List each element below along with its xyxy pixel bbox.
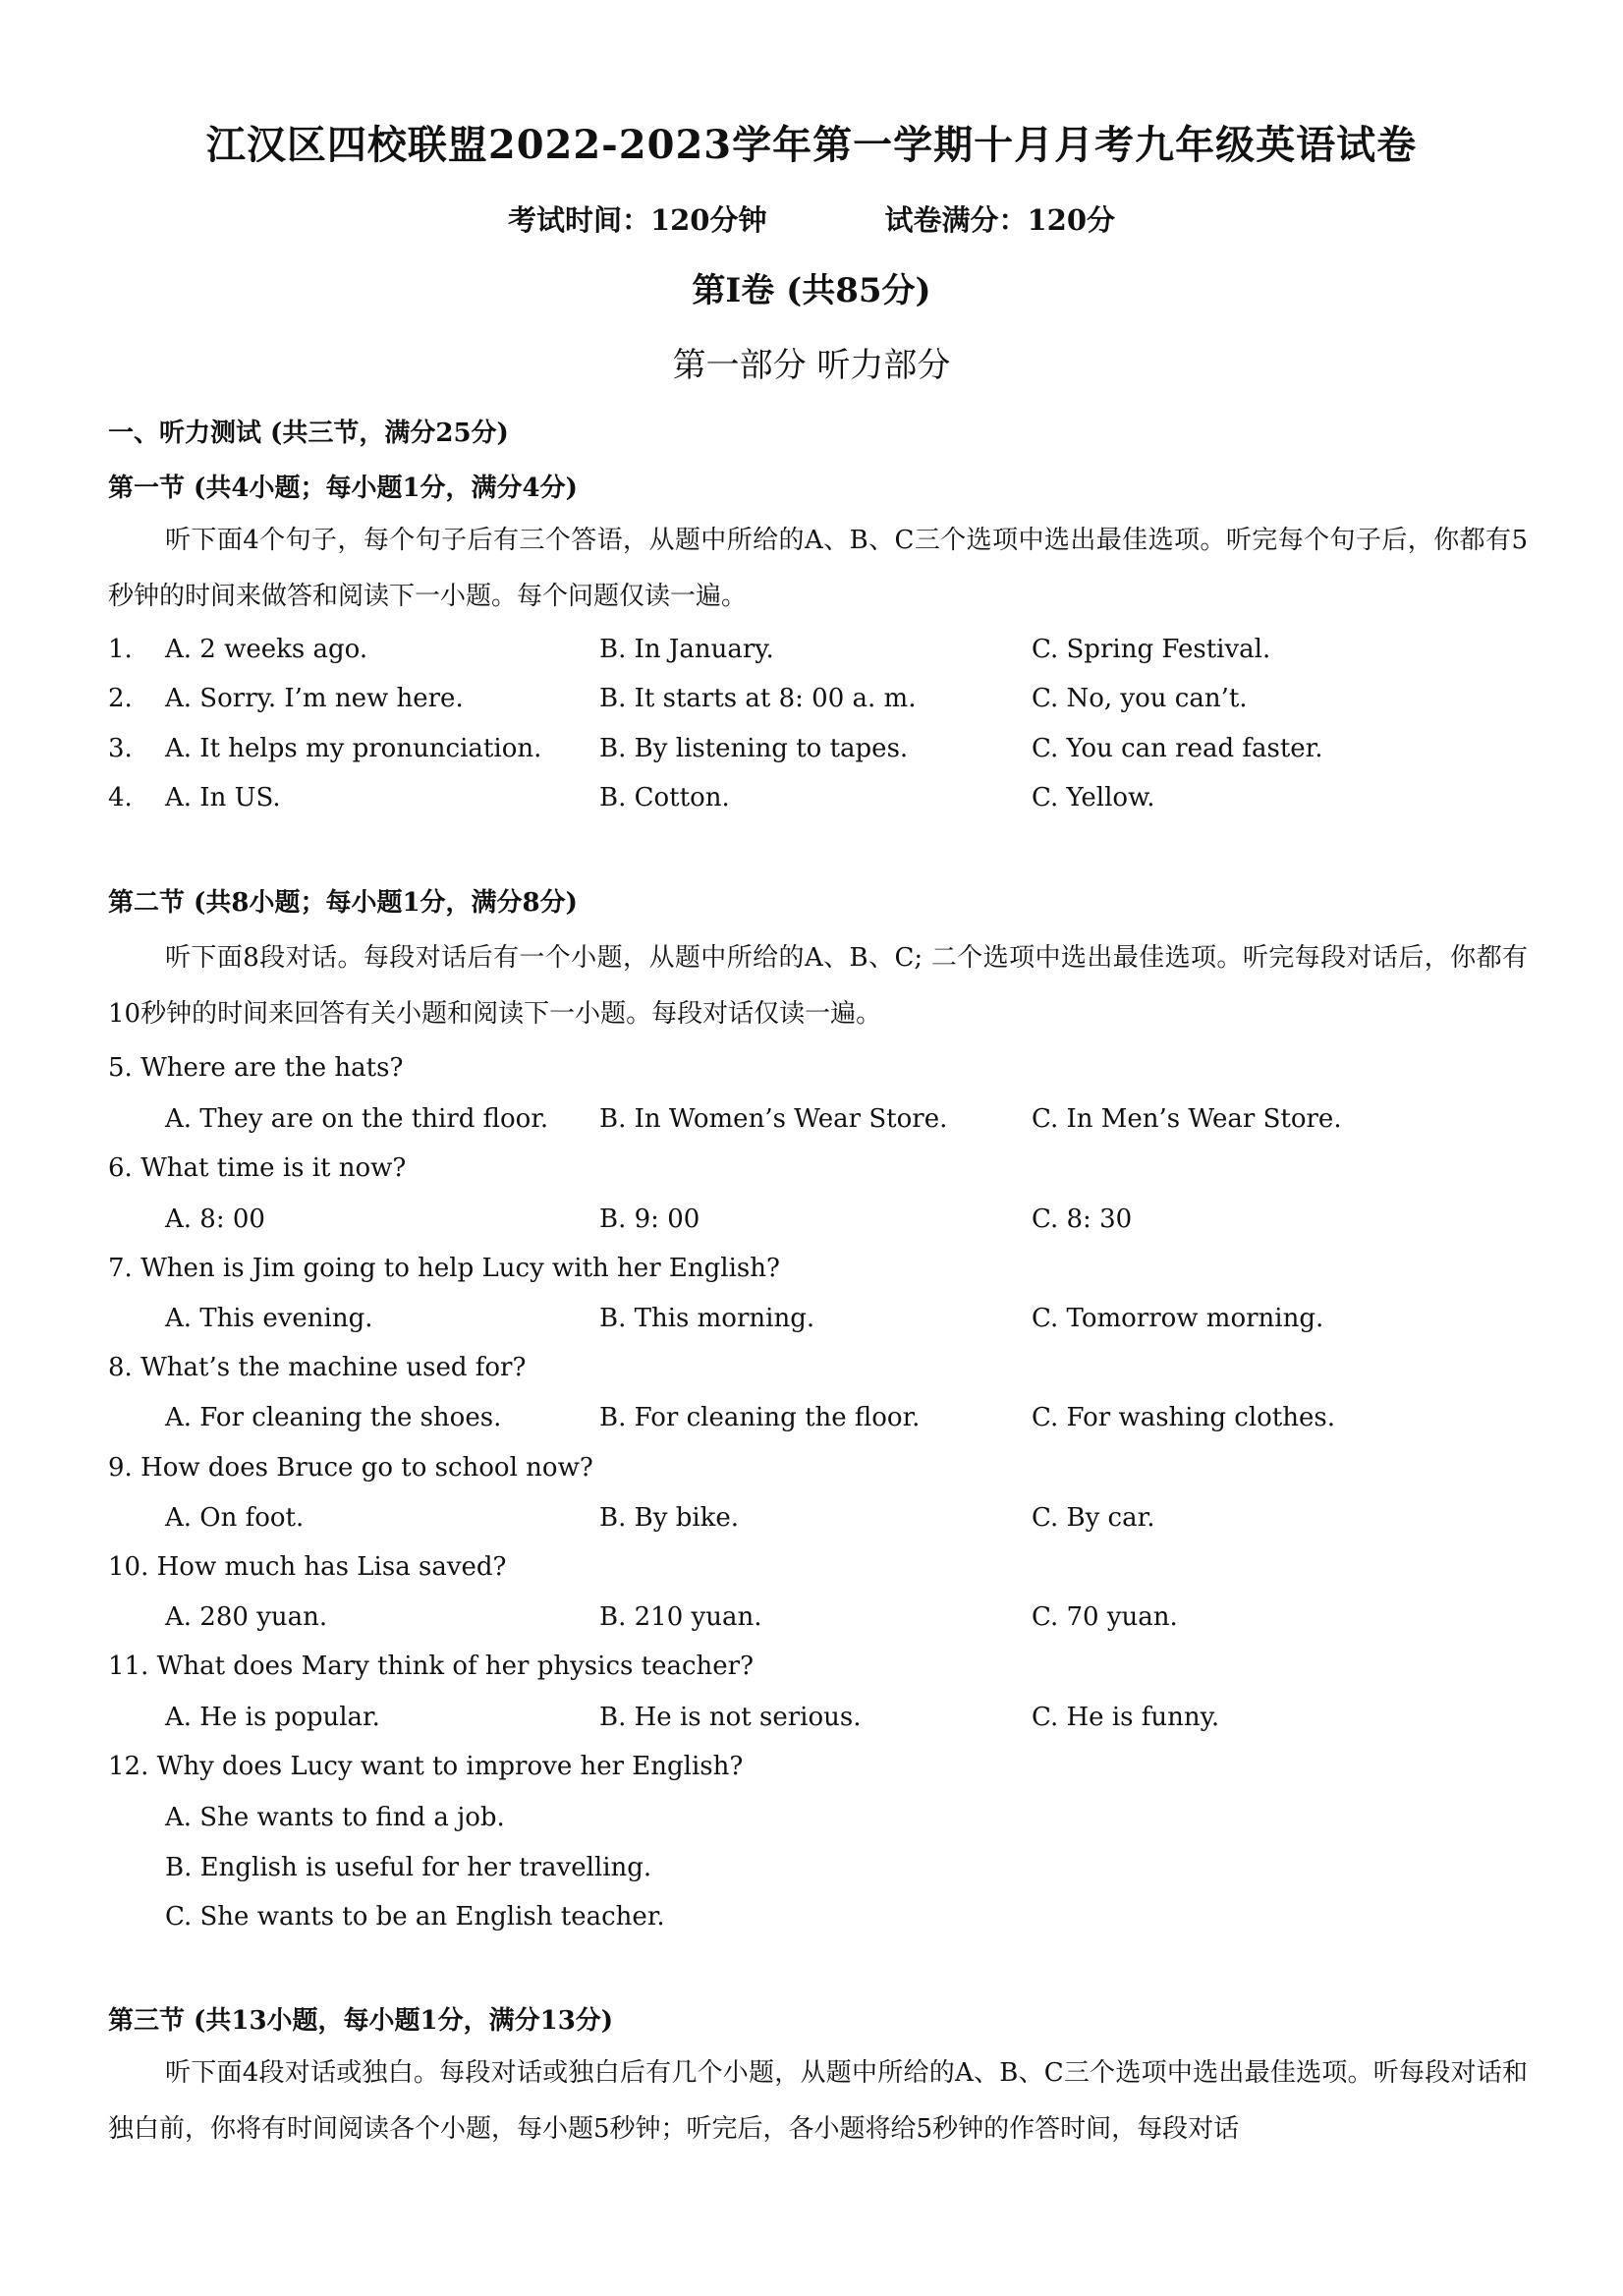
option-b: B. By listening to tapes.: [599, 734, 909, 763]
question: 9. How does Bruce go to school now?: [108, 1453, 593, 1483]
option-a: A. For cleaning the shoes.: [165, 1403, 502, 1432]
option-b: B. Cotton.: [599, 783, 730, 812]
option-b: B. By bike.: [599, 1503, 740, 1533]
option-b: B. 9: 00: [599, 1204, 700, 1234]
exam-time: 考试时间：120分钟: [507, 203, 767, 237]
list-item: [108, 684, 1528, 723]
section2-heading: 第二节 (共8小题；每小题1分，满分8分): [108, 888, 578, 918]
option-c: C. She wants to be an English teacher.: [165, 1902, 665, 1932]
listening-heading: 一、听力测试 (共三节，满分25分): [108, 419, 509, 448]
options-row: [108, 1503, 1528, 1542]
option-b: B. English is useful for her travelling.: [165, 1853, 652, 1882]
option-c: C. 70 yuan.: [1032, 1602, 1178, 1632]
option-a: A. He is popular.: [165, 1703, 380, 1732]
section3-instruction: 听下面4段对话或独白。每段对话或独白后有几个小题，从题中所给的A、B、C三个选项中选出最佳选项。听每段对话和独白前，你将有时间阅读各个小题，每小题5秒钟；听完后，各小题将给5秒钟的作答时间，每段对话: [108, 2058, 1528, 2144]
option-a: A. This evening.: [165, 1304, 373, 1333]
option-b: B. It starts at 8: 00 a. m.: [599, 684, 917, 713]
item-number: 4.: [108, 783, 133, 812]
option-b: B. In Women’s Wear Store.: [599, 1104, 948, 1134]
option-b: B. This morning.: [599, 1304, 815, 1333]
options-row: [108, 1403, 1528, 1442]
option-a: A. Sorry. I’m new here.: [165, 684, 464, 713]
question: 6. What time is it now?: [108, 1153, 407, 1183]
option-a: A. On foot.: [165, 1503, 305, 1533]
item-number: 2.: [108, 684, 133, 713]
options-row: [108, 1104, 1528, 1144]
question: 10. How much has Lisa saved?: [108, 1552, 507, 1582]
options-row: [108, 1703, 1528, 1742]
option-c: C. 8: 30: [1032, 1204, 1133, 1234]
question: 12. Why does Lucy want to improve her English?: [108, 1752, 744, 1781]
question: 7. When is Jim going to help Lucy with her English?: [108, 1254, 780, 1283]
option-c: C. Tomorrow morning.: [1032, 1304, 1324, 1333]
volume-heading: 第I卷 (共85分): [692, 271, 931, 310]
exam-info: [0, 198, 1623, 239]
option-a: A. She wants to find a job.: [165, 1803, 505, 1832]
exam-title: 江汉区四校联盟2022-2023学年第一学期十月月考九年级英语试卷: [205, 122, 1418, 168]
option-b: B. 210 yuan.: [599, 1602, 762, 1632]
section3-heading: 第三节 (共13小题，每小题1分，满分13分): [108, 2006, 614, 2036]
option-a: A. 280 yuan.: [165, 1602, 328, 1632]
option-c: C. No, you can’t.: [1032, 684, 1248, 713]
option-b: B. He is not serious.: [599, 1703, 862, 1732]
option-c: C. Spring Festival.: [1032, 635, 1271, 664]
option-c: C. Yellow.: [1032, 783, 1155, 812]
option-a: A. 8: 00: [165, 1204, 265, 1234]
part-heading: 第一部分 听力部分: [672, 346, 951, 385]
options-row: [108, 1204, 1528, 1244]
question: 8. What’s the machine used for?: [108, 1353, 527, 1382]
list-item: [108, 783, 1528, 822]
section2-instruction: 听下面8段对话。每段对话后有一个小题，从题中所给的A、B、C; 二个选项中选出最佳选项。听完每段对话后，你都有10秒钟的时间来回答有关小题和阅读下一小题。每段对话仅读一遍。: [108, 943, 1528, 1029]
item-number: 1.: [108, 635, 133, 664]
option-a: A. 2 weeks ago.: [165, 635, 368, 664]
option-a: A. They are on the third floor.: [165, 1104, 549, 1134]
section1-instruction: 听下面4个句子，每个句子后有三个答语，从题中所给的A、B、C三个选项中选出最佳选项。听完每个句子后，你都有5秒钟的时间来做答和阅读下一小题。每个问题仅读一遍。: [108, 526, 1528, 611]
option-c: C. By car.: [1032, 1503, 1155, 1533]
option-c: C. For washing clothes.: [1032, 1403, 1335, 1432]
full-score: 试卷满分：120分: [884, 203, 1116, 237]
options-row: [108, 1304, 1528, 1343]
option-b: B. In January.: [599, 635, 774, 664]
list-item: [108, 734, 1528, 773]
section1-heading: 第一节 (共4小题；每小题1分，满分4分): [108, 474, 578, 503]
option-c: C. You can read faster.: [1032, 734, 1323, 763]
options-row: [108, 1602, 1528, 1642]
option-a: A. It helps my pronunciation.: [165, 734, 542, 763]
question: 5. Where are the hats?: [108, 1053, 404, 1083]
option-c: C. In Men’s Wear Store.: [1032, 1104, 1342, 1134]
question: 11. What does Mary think of her physics teacher?: [108, 1652, 755, 1681]
option-a: A. In US.: [165, 783, 281, 812]
list-item: [108, 635, 1528, 674]
option-c: C. He is funny.: [1032, 1703, 1220, 1732]
option-b: B. For cleaning the floor.: [599, 1403, 921, 1432]
item-number: 3.: [108, 734, 133, 763]
